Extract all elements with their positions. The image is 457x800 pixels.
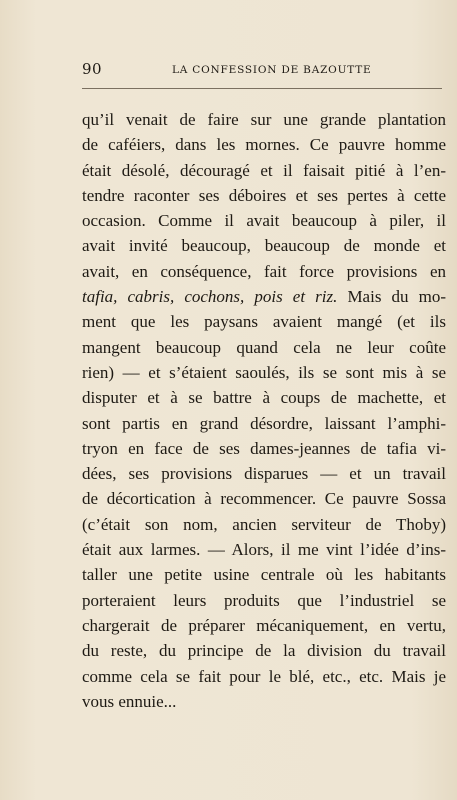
text-line: tryon en face de ses dames-jeannes de tafia vi- <box>82 438 446 458</box>
text-line: avait invité beaucoup, beaucoup de monde et <box>82 236 446 256</box>
text-line: sont partis en grand désordre, laissant l’amphi- <box>82 413 446 433</box>
text-line: taller une petite usine centrale où les habitants <box>82 565 446 585</box>
text-line: était aux larmes. — Alors, il me vint l’idée d’ins- <box>82 540 446 560</box>
text-line <box>82 284 446 309</box>
text-line: du reste, du principe de la division du travail <box>82 641 446 661</box>
text-line: était désolé, découragé et il faisait pitié à l’en- <box>82 160 446 180</box>
text-line: rien) — et s’étaient saoulés, ils se sont mis à se <box>82 362 446 382</box>
text-line: (c’était son nom, ancien serviteur de Thoby) <box>82 514 446 534</box>
text-line: occasion. Comme il avait beaucoup à piler, il <box>82 211 446 231</box>
text-line: vous ennuie... <box>82 691 177 711</box>
text-line: mangent beaucoup quand cela ne leur coûte <box>82 337 446 357</box>
page-number: 90 <box>82 60 103 78</box>
text-line: de décortication à recommencer. Ce pauvre Sossa <box>82 489 446 509</box>
text-line: ment que les paysans avaient mangé (et ils <box>82 312 446 332</box>
running-title: LA CONFESSION DE BAZOUTTE <box>172 64 372 76</box>
body-text <box>82 107 446 714</box>
page-header <box>82 60 432 80</box>
text-segment: Mais du mo- <box>337 287 446 307</box>
text-line: dées, ses provisions disparues — et un travail <box>82 464 446 484</box>
text-line: disputer et à se battre à coups de machette, et <box>82 388 446 408</box>
text-line: porteraient leurs produits que l’industriel se <box>82 590 446 610</box>
text-line: de caféiers, dans les mornes. Ce pauvre homme <box>82 135 446 155</box>
text-line: tendre raconter ses déboires et ses pertes à cette <box>82 185 446 205</box>
text-line: chargerait de préparer mécaniquement, en vertu, <box>82 615 446 635</box>
header-rule <box>82 88 442 89</box>
text-line: comme cela se fait pour le blé, etc., etc. Mais je <box>82 666 446 686</box>
text-line: avait, en conséquence, fait force provisions en <box>82 261 446 281</box>
text-line: qu’il venait de faire sur une grande plantation <box>82 110 446 129</box>
italic-phrase: tafia, cabris, cochons, pois et riz. <box>82 287 338 307</box>
